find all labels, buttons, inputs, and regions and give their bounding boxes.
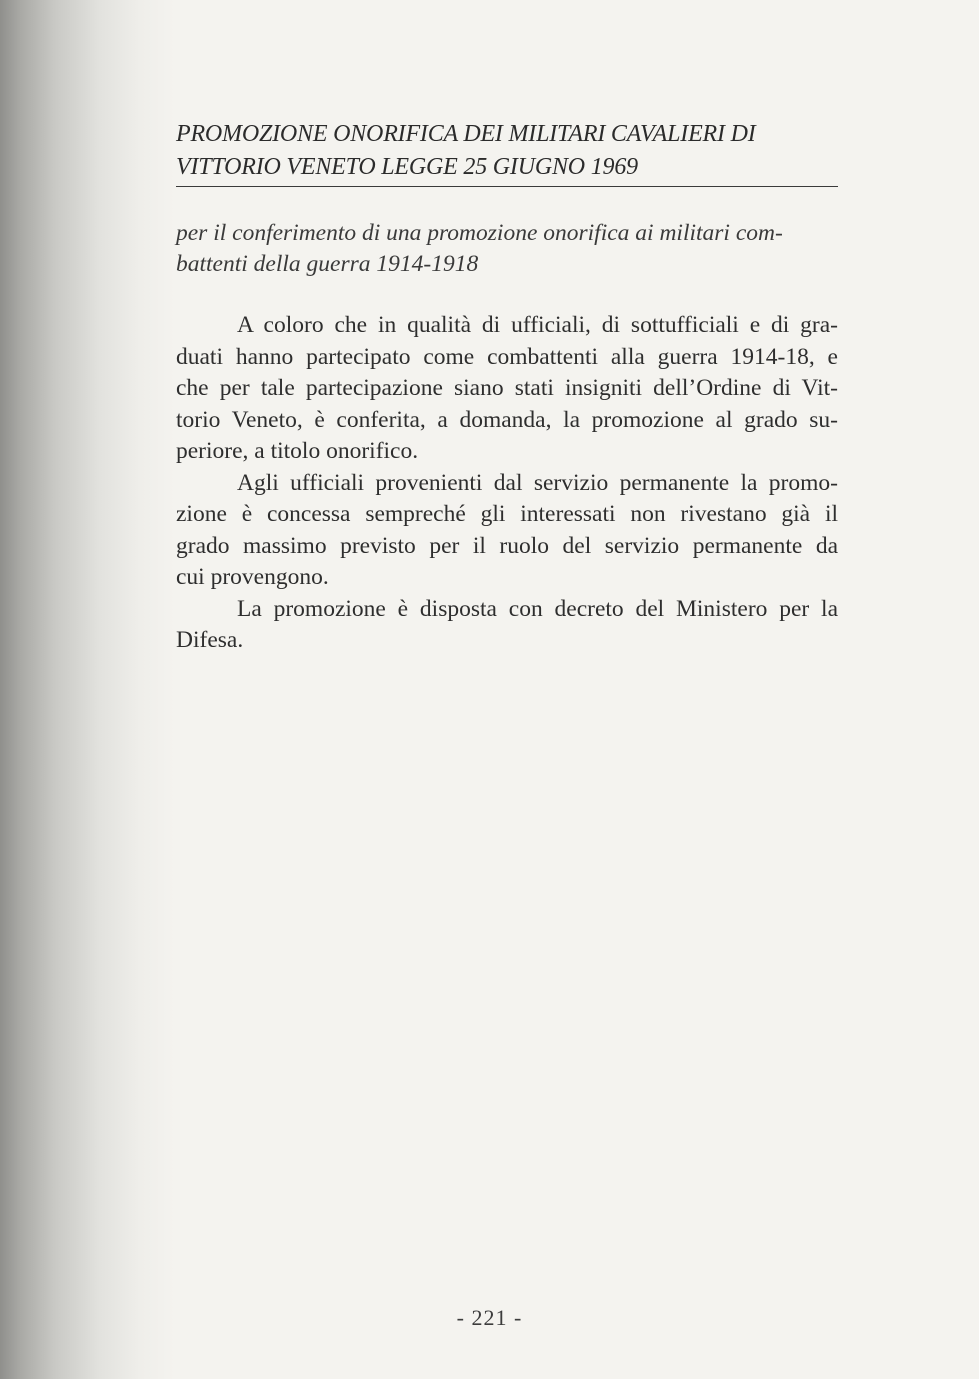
scan-gutter-shadow [0,0,175,1379]
paragraph-line: cui provengono. [176,564,329,590]
title-line-2: VITTORIO VENETO LEGGE 25 GIUGNO 1969 [176,154,638,180]
paragraph-line: zione è concessa sempreché gli interessati non rivestano già il [176,501,838,527]
paragraph-line: grado massimo previsto per il ruolo del servizio permanente da [176,532,838,559]
paragraph-line: periore, a titolo onorifico. [176,438,419,464]
paragraph-3 [176,594,838,657]
page-number: - 221 - [456,1305,523,1330]
title-underline [176,186,838,187]
paragraph-line: torio Veneto, è conferita, a domanda, la promozione al grado su- [176,406,838,433]
subtitle-line-2: battenti della guerra 1914-1918 [176,251,479,277]
paragraph-1 [176,310,838,468]
document-body [176,310,838,657]
paragraph-2 [176,468,838,594]
paragraph-line: La promozione è disposta con decreto del Ministero per la [237,595,838,622]
document-subtitle [176,218,838,280]
paragraph-line: A coloro che in qualità di ufficiali, di sottufficiali e di gra- [237,312,838,338]
title-line-1: PROMOZIONE ONORIFICA DEI MILITARI CAVALIERI DI [176,121,756,147]
paragraph-line: duati hanno partecipato come combattenti alla guerra 1914-18, e [176,343,838,370]
paragraph-line: Difesa. [176,627,244,653]
paragraph-line: che per tale partecipazione siano stati insigniti dell’Ordine di Vit- [176,375,838,401]
document-page [176,118,838,657]
subtitle-line-1: per il conferimento di una promozione onorifica ai militari com- [176,220,783,246]
paragraph-line: Agli ufficiali provenienti dal servizio permanente la promo- [237,469,838,496]
document-title [176,118,838,184]
